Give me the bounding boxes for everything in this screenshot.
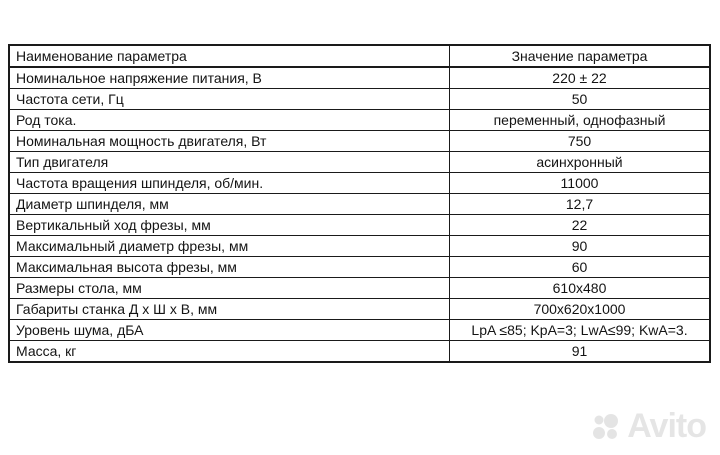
watermark-text: Avito [627,407,706,445]
param-name: Габариты станка Д х Ш х В, мм [9,299,450,320]
param-value: 90 [450,236,711,257]
param-name: Масса, кг [9,341,450,363]
avito-watermark [591,409,706,443]
table-row [9,215,710,236]
param-value: 700x620x1000 [450,299,711,320]
param-name: Тип двигателя [9,152,450,173]
param-value: 50 [450,89,711,110]
param-value: 91 [450,341,711,363]
table-row [9,320,710,341]
table-row [9,152,710,173]
param-name: Частота сети, Гц [9,89,450,110]
param-value: 22 [450,215,711,236]
param-name: Номинальное напряжение питания, В [9,67,450,89]
param-value: 750 [450,131,711,152]
param-value: 12,7 [450,194,711,215]
table-row [9,236,710,257]
table-row [9,173,710,194]
header-value: Значение параметра [450,45,711,67]
param-value: 220 ± 22 [450,67,711,89]
table-row [9,110,710,131]
param-name: Максимальная высота фрезы, мм [9,257,450,278]
param-value: LpA ≤85; KpA=3; LwA≤99; KwA=3. [450,320,711,341]
avito-logo-icon [591,411,621,441]
table-row [9,194,710,215]
param-name: Частота вращения шпинделя, об/мин. [9,173,450,194]
param-value: асинхронный [450,152,711,173]
table-row [9,131,710,152]
param-value: переменный, однофазный [450,110,711,131]
table-row [9,278,710,299]
param-name: Номинальная мощность двигателя, Вт [9,131,450,152]
table-row [9,257,710,278]
table-row [9,89,710,110]
param-value: 60 [450,257,711,278]
table-row [9,341,710,363]
param-name: Размеры стола, мм [9,278,450,299]
param-name: Уровень шума, дБА [9,320,450,341]
param-name: Максимальный диаметр фрезы, мм [9,236,450,257]
table-header-row [9,45,710,67]
param-value: 610x480 [450,278,711,299]
param-name: Вертикальный ход фрезы, мм [9,215,450,236]
table-row [9,299,710,320]
header-name: Наименование параметра [9,45,450,67]
param-name: Диаметр шпинделя, мм [9,194,450,215]
param-value: 11000 [450,173,711,194]
spec-table [8,44,711,363]
table-row [9,67,710,89]
param-name: Род тока. [9,110,450,131]
